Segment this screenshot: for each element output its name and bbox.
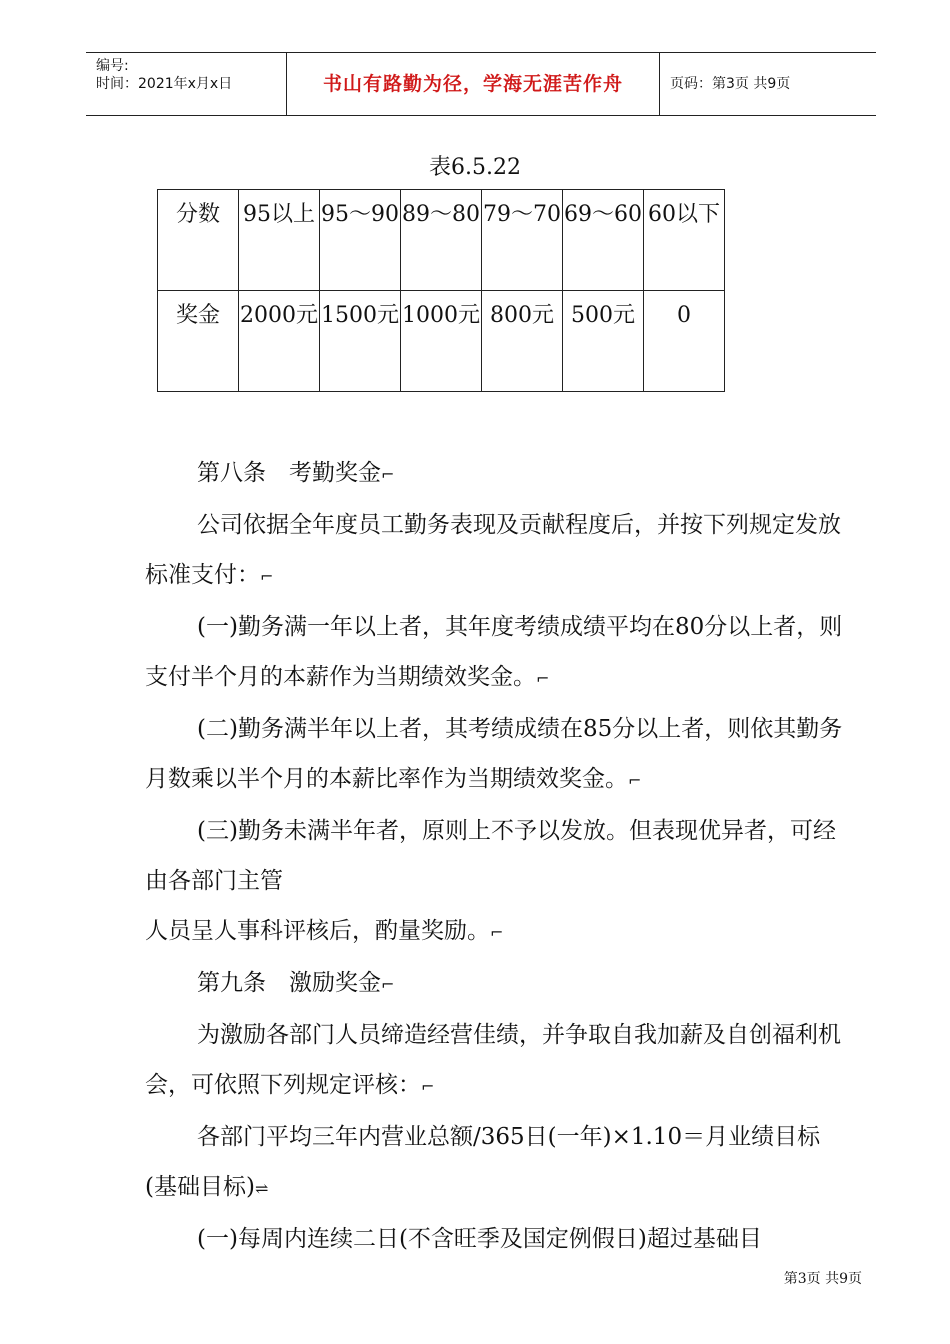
paragraph: 公司依据全年度员工勤务表现及贡献程度后，并按下列规定发放标准支付：⌐ xyxy=(145,512,841,588)
table-cell: 1500元 xyxy=(320,291,401,392)
table-cell: 89～80 xyxy=(401,190,482,291)
paragraph: (一)勤务满一年以上者，其年度考绩成绩平均在80分以上者，则支付半个月的本薪作为当期绩效奖金。⌐ xyxy=(145,614,843,690)
table-cell: 0 xyxy=(644,291,725,392)
paragraph: (二)勤务满半年以上者，其考绩成绩在85分以上者，则依其勤务月数乘以半个月的本薪比率作为当期绩效奖金。⌐ xyxy=(145,716,843,792)
paragraph-mark-icon: ⌐ xyxy=(490,923,504,942)
paragraph: (一)每周内连续二日(不含旺季及国定例假日)超过基础目 xyxy=(197,1226,762,1252)
paragraph-mark-icon: ⇌ xyxy=(254,1179,269,1198)
page-header xyxy=(86,52,876,116)
paragraph: 人员呈人事科评核后，酌量奖励。⌐ xyxy=(145,918,504,944)
table-cell: 69～60 xyxy=(563,190,644,291)
header-page-number: 页码：第3页 共9页 xyxy=(670,76,791,92)
paragraph-mark-icon: ⌐ xyxy=(381,975,395,994)
document-time-label: 时间：2021年x月x日 xyxy=(96,76,233,92)
document-number-label: 编号: xyxy=(96,58,129,74)
paragraph-mark-icon: ⌐ xyxy=(421,1077,435,1096)
table-cell: 奖金 xyxy=(158,291,239,392)
paragraph-mark-icon: ⌐ xyxy=(536,669,550,688)
article-heading: 第九条 激励奖金⌐ xyxy=(197,970,395,996)
table-cell: 60以下 xyxy=(644,190,725,291)
paragraph: 各部门平均三年内营业总额/365日(一年)×1.10＝月业绩目标(基础目标)⇌ xyxy=(145,1124,821,1200)
paragraph-mark-icon: ⌐ xyxy=(260,567,274,586)
paragraph: (三)勤务未满半年者，原则上不予以发放。但表现优异者，可经由各部门主管 xyxy=(145,818,836,894)
table-cell: 分数 xyxy=(158,190,239,291)
header-meta xyxy=(96,57,286,93)
table-cell: 79～70 xyxy=(482,190,563,291)
table-cell: 1000元 xyxy=(401,291,482,392)
table-cell: 800元 xyxy=(482,291,563,392)
table-caption: 表6.5.22 xyxy=(429,155,521,180)
table-row-bonus xyxy=(158,291,725,392)
table-row-score xyxy=(158,190,725,291)
article-heading: 第八条 考勤奖金⌐ xyxy=(197,460,395,486)
paragraph: 为激励各部门人员缔造经营佳绩，并争取自我加薪及自创福利机会，可依照下列规定评核：⌐ xyxy=(145,1022,841,1098)
bonus-table xyxy=(157,189,725,392)
table-cell: 95～90 xyxy=(320,190,401,291)
table-cell: 500元 xyxy=(563,291,644,392)
table-cell: 95以上 xyxy=(239,190,320,291)
table-cell: 2000元 xyxy=(239,291,320,392)
paragraph-mark-icon: ⌐ xyxy=(628,771,642,790)
footer-page-number: 第3页 共9页 xyxy=(783,1271,862,1287)
header-motto: 书山有路勤为径，学海无涯苦作舟 xyxy=(286,53,660,115)
paragraph-mark-icon: ⌐ xyxy=(381,465,395,484)
document-body xyxy=(145,448,845,1264)
